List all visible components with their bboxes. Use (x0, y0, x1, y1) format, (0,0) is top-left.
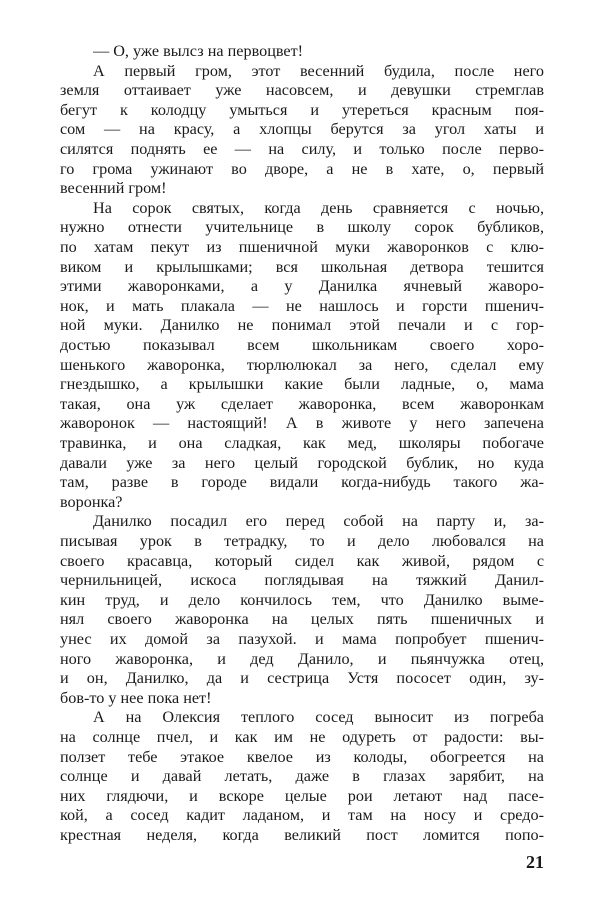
text-line: травинка, и она сладкая, как мед, школяры побогаче (60, 434, 544, 452)
text-line: и он, Данилко, да и сестрица Устя пососет один, зу- (60, 669, 544, 688)
text-line: бов-то у нее пока нет! (60, 688, 212, 707)
text-line: ползет тебе этакое квелое из колоды, обогреется на (60, 747, 544, 766)
text-line: по хатам пекут из пшеничной муки жаворонков с клю- (60, 238, 544, 256)
text-line: этими жаворонками, а у Данилка ячневый жаворо- (60, 277, 544, 296)
text-line: силятся поднять ее — на силу, и только после перво- (60, 140, 544, 158)
text-line: там, разве в городе видали когда-нибудь такого жа- (60, 473, 544, 492)
text-line: унес их домой за пазухой. и мама попробует пшенич- (60, 630, 544, 648)
text-line: бегут к колодцу умыться и утереться красным поя- (60, 100, 544, 119)
text-line: На сорок святых, когда день сравняется с ночью, (93, 198, 544, 217)
text-line: них глядючи, и вскоре целые рои летают над пасе- (60, 786, 544, 805)
text-line: земля оттаивает уже насовсем, и девушки стремглав (60, 81, 544, 100)
text-line: Данилко посадил его перед собой на парту и, за- (93, 512, 544, 531)
text-line: го грома ужинают во дворе, а не в хате, о, первый (60, 159, 544, 178)
text-line: нок, и мать плакала — не нашлось и горсти пшенич- (60, 296, 544, 315)
text-line: — О, уже вылсз на первоцвет! (93, 42, 304, 60)
text-line: такая, она уж сделает жаворонка, всем жаворонкам (60, 394, 544, 413)
text-line: А на Олексия теплого сосед выносит из погреба (93, 708, 544, 727)
text-line: писывая урок в тетрадку, то и дело любовался на (60, 532, 544, 550)
text-line: солнце и давай летать, даже в глазах зарябит, на (60, 767, 544, 786)
text-line: жаворонок — настоящий! А в животе у него запечена (60, 414, 544, 433)
text-line: А первый гром, этот весенний будила, после него (93, 61, 544, 80)
text-line: нял своего жаворонка на целых пять пшеничных и (60, 610, 544, 629)
page-number: 21 (526, 852, 544, 872)
text-line: кой, а сосед кадит ладаном, и там на носу и средо- (60, 806, 544, 825)
text-line: гнездышко, а крылышки какие были ладные, о, мама (60, 375, 544, 394)
text-line: весенний гром! (60, 179, 167, 198)
text-line: воронка? (60, 492, 123, 511)
text-line: на солнце пчел, и как им не одуреть от радости: вы- (60, 728, 544, 746)
text-line: достью показывал всем школьникам своего хоро- (60, 336, 544, 354)
text-line: своего красавца, который сидел как живой, рядом с (60, 551, 544, 570)
text-line: чернильницей, искоса поглядывая на тяжкий Данил- (60, 571, 544, 590)
text-line: сом — на красу, а хлопцы берутся за угол хаты и (60, 120, 544, 139)
text-line: ной муки. Данилко не понимал этой печали и с гор- (60, 316, 544, 335)
text-line: ного жаворонка, и дед Данило, и пьянчужка отец, (60, 649, 544, 668)
text-line: крестная неделя, когда великий пост ломится попо- (60, 826, 544, 844)
text-line: шенького жаворонка, тюрлюлюкал за него, сделал ему (60, 355, 544, 374)
text-line: виком и крылышками; вся школьная детвора тешится (60, 257, 544, 276)
text-line: кин труд, и дело кончилось тем, что Данилко выме- (60, 590, 544, 609)
text-line: нужно отнести учительнице в школу сорок бубликов, (60, 218, 544, 237)
text-line: давали уже за него целый городской бублик, но куда (60, 453, 544, 472)
